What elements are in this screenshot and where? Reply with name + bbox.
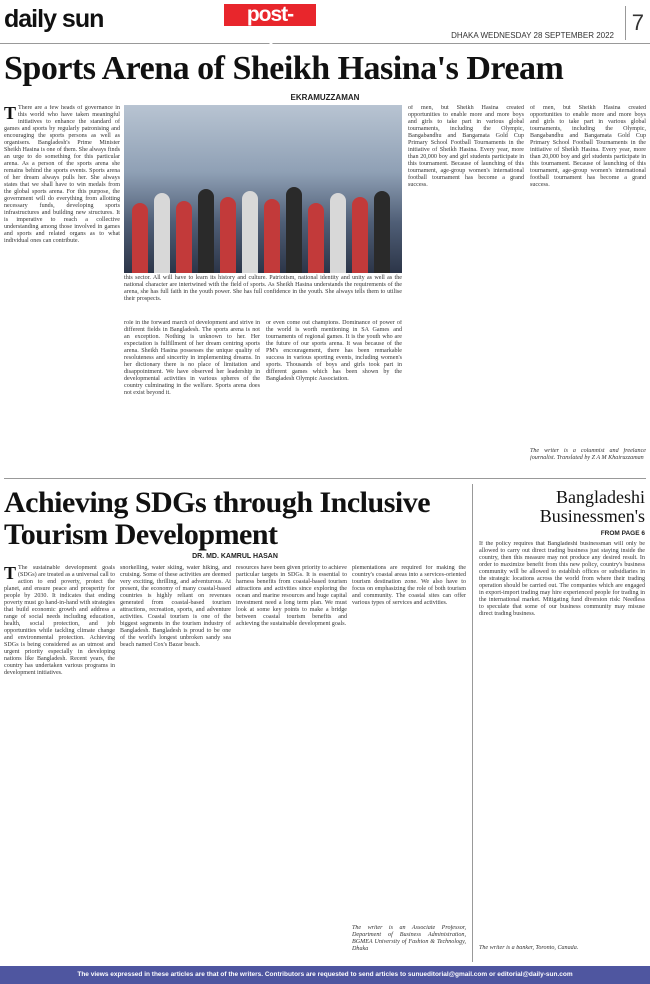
article2-column-3: resources have been given priority to achieve particular targets in SDGs. It is essential to harness benefits from coastal-based tourism attractions and activities since exploring the ocean and marine resources and huge capital investment need a long term plan. We must look at some key points to make a bridge between coastal tourism benefits and achieving the sustainable development goals. bbox=[236, 565, 347, 627]
article2-col1-text: The sustainable development goals (SDGs) are treated as a universal call to action to end poverty, protect the planet, and ensure peace and prosperity for people by 2030. It indicates that ending poverty must go hand-in-hand with strategies that build economic growth and address a range of social needs including education, health, social protection, and job opportunities while tackling climate change and environmental protection. Achieving SDGs is being considered as an utmost and urgent priority especially in developing nations like Bangladesh. Recent years, the country has undertaken various programs in development initiatives. bbox=[4, 565, 115, 676]
dropcap: T bbox=[4, 105, 17, 123]
footer-bar: The views expressed in these articles are that of the writers. Contributors are requested to send articles to sunueditorial@gmail.com or editorial@daily-sun.com bbox=[0, 966, 650, 984]
article1-column-1 bbox=[4, 105, 120, 470]
figure bbox=[330, 193, 346, 273]
section-title: post-logue bbox=[244, 3, 296, 48]
article2-column-1 bbox=[4, 565, 115, 960]
sidebar-headline: Bangladeshi Businessmen's bbox=[539, 487, 645, 526]
article1-column-5: of men, but Sheikh Hasina created opportunities to enable more and more boys and girls to take part in various global tournaments, including the Olympic, Bangabandhu and Bangamata Gold Cup Primary School Football Tournaments in the initiative of Sheikh Hasina. Every year, more than 20,000 boy and girl students participate in this tournament. Because of launching of this tournament, age-group women's international football tournament has become a grand success. bbox=[530, 105, 646, 188]
figure bbox=[154, 193, 170, 273]
article1-column-4: of men, but Sheikh Hasina created opportunities to enable more and more boys and girls to take part in various global tournaments, including the Olympic, Bangabandhu and Bangamata Gold Cup Primary School Football Tournaments in the initiative of Sheikh Hasina. Every year, more than 20,000 boy and girl students participate in this tournament. Because of launching of this tournament, age-group women's international football tournament has become a grand success. bbox=[408, 105, 524, 188]
figure bbox=[198, 189, 214, 273]
figure bbox=[242, 191, 258, 273]
section-banner bbox=[224, 3, 316, 48]
article1-byline: EKRAMUZZAMAN bbox=[290, 93, 360, 102]
article2-headline: Achieving SDGs through Inclusive Tourism Development bbox=[4, 486, 431, 551]
masthead bbox=[0, 0, 650, 48]
sidebar-body: If the policy requires that Bangladeshi businessman will only be allowed to carry out direct trading business just staying inside the country, then this measure may not produce any desired result. In order to maximize benefit from this new policy, country's business community will be allowed to establish offices or subsidiaries in the strategic locations across the world from where their trading operation should be carried out. The companies which are engaged in export-import trading may hire experienced people for trading in the international market. Mitigating fund diversion risk: Needless to speculate that some of our business community may misuse direct trading business. bbox=[479, 541, 645, 617]
dropcap: T bbox=[4, 565, 17, 583]
article2-byline: DR. MD. KAMRUL HASAN bbox=[192, 553, 278, 560]
sidebar-writer-note: The writer is a banker, Toronto, Canada. bbox=[479, 945, 579, 951]
photo-caption: this sector. All will have to learn its history and culture. Patriotism, national identity and unity as well as the national character are intertwined with the field of sports. As Sheikh Hasina understands the requirements of the arena, she has full faith in the youth power. She has full confidence in the youth. She always tells them to utilise their prospects. bbox=[124, 275, 402, 302]
article1-col1-text: There are a few heads of governance in this world who have taken meaningful initiatives to enhance the standard of games and sports by regularly patronising and encouraging the sports persons as well as organisers. Bangladesh's Prime Minister Sheikh Hasina is one of them. She always finds an urge to do something for this particular arena. As a person of the sports arena she remains behind the sports events. Sports arena of her dream always pulls her. She always states that we shall have to win medals from the global sports arena. For this purpose, the government will do everything from allotting necessary funds, developing sports infrastructures and building new structures. It is imperative to reach a collective understanding among those involved in games and sports and related organs as to what individual ones can contribute. bbox=[4, 105, 120, 244]
figure bbox=[176, 201, 192, 273]
figure bbox=[308, 203, 324, 273]
figure bbox=[264, 199, 280, 273]
divider bbox=[4, 478, 646, 479]
article1-headline: Sports Arena of Sheikh Hasina's Dream bbox=[4, 50, 564, 87]
sidebar-continued-from: FROM PAGE 6 bbox=[600, 530, 645, 537]
figure bbox=[352, 197, 368, 273]
dateline: DHAKA WEDNESDAY 28 SEPTEMBER 2022 bbox=[451, 31, 614, 40]
figure bbox=[286, 187, 302, 273]
figure bbox=[374, 191, 390, 273]
article2-column-2: snorkelling, water skiing, water hiking, and cruising. Some of these activities are deemed very exciting, thrilling, and adventurous. At present, the economy of many coastal-based countries is highly reliant on revenues generated from coastal-based tourism attractions, recreation, sports, and adventure activities. Coastal tourism is one of the biggest segments in the tourism industry of Bangladesh. Bangladesh is proud to be one of the world's longest unbroken sandy sea beach named Cox's Bazar beach. bbox=[120, 565, 231, 648]
article1-column-3: or even come out champions. Dominance of power of the world is worth mentioning in SA Games and tournaments of regional games. It is the youth who are the future of our sports arena. It was because of the PM's encouragement, there has been remarkable success in various sporting events, including women's sports. Thousands of boys and girls took part in different games which has been shown by the Bangladesh Olympic Association. bbox=[266, 320, 402, 382]
figure bbox=[132, 203, 148, 273]
article2-column-4: plementations are required for making the country's coastal areas into a services-oriented tourism destination zone. We also have to focus on emphasizing the role of both tourism and community. The coastal sites can offer various types of services and activities. bbox=[352, 565, 466, 606]
sidebar-divider bbox=[472, 484, 473, 962]
page-number: 7 bbox=[625, 6, 644, 40]
figure bbox=[220, 197, 236, 273]
article-photo bbox=[124, 105, 402, 273]
newspaper-logo: daily sun bbox=[4, 5, 104, 33]
article1-column-2: role in the forward march of development and strive in different fields in Bangladesh. The sports arena is not an exception. Nothing is unknown to her. Her expectation is fulfillment of her dream centring sports arena. Sheikh Hasina possesses the unique quality of resoluteness and sincerity in implementing dreams. In her dictionary there is no place of limitation and disappointment. We have observed her leadership in developmental activities in various spheres of the country culminating in the welfare. Sports arena does not exist beyond it. bbox=[124, 320, 260, 396]
article1-writer-note: The writer is a columnist and freelance journalist. Translated by Z A M Khairuzzaman bbox=[530, 448, 646, 461]
article2-writer-note: The writer is an Associate Professor, Department of Business Administration, BGMEA University of Fashion & Technology, Dhaka bbox=[352, 925, 466, 952]
